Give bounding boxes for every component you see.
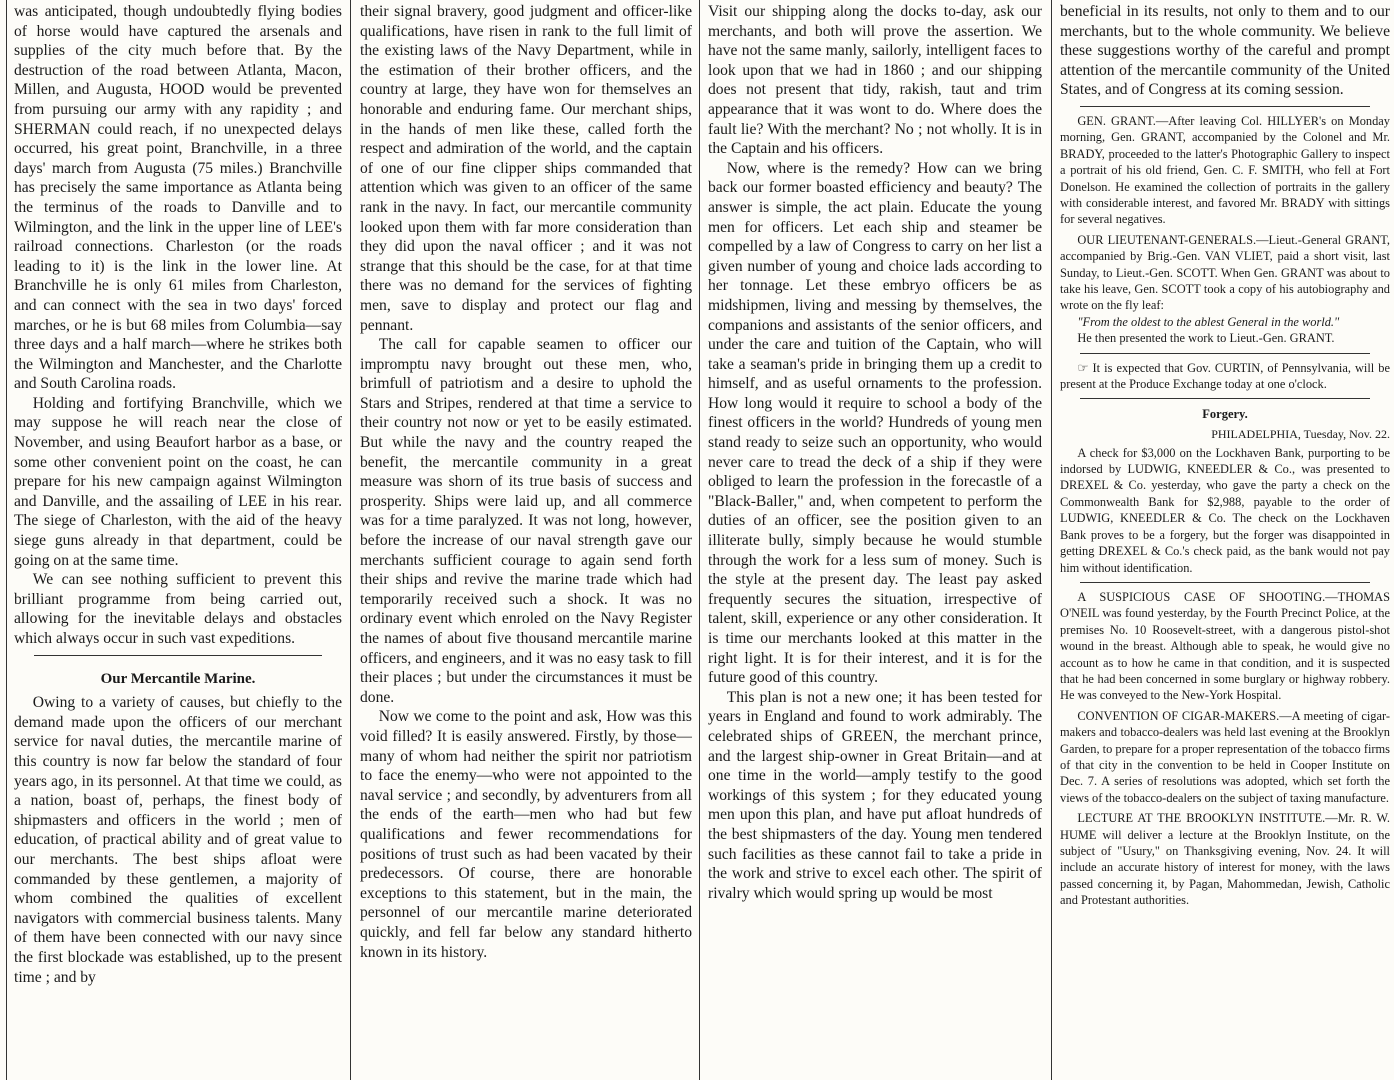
article-paragraph: This plan is not a new one; it has been tested for years in England and found to work admirably. The celebrated ships of GREEN, the merchant prince, and the largest ship-owner in Great Britain—and at one time in the world—amply testify to the good workings of this system ; for they educated young men upon this plan, and have put afloat hundreds of the best shipmasters of the day. Young men tendered such facilities as these cannot fail to take a pride in the work and strive to excel each other. The spirit of rivalry which would spring up would be most [708,688,1042,902]
column-rule [6,0,7,1080]
article-paragraph: Now, where is the remedy? How can we bring back our former boasted efficiency and beauty? The answer is simple, the act plain. Educate the young men for officers. Let each ship and steamer be compelled by a law of Congress to carry on her list a given number of young and choice lads according to her tonnage. Let these embryo officers be as midshipmen, living and messing by themselves, the companions and assistants of the senior officers, and under the care and tuition of the Captain, who will take a seaman's pride in bringing them up a credit to himself, and as useful ornaments to the profession. How long would it require to school a body of the finest officers in the world? Hundreds of young men stand ready to seize such an opportunity, who would never care to tread the deck of a ship if they were obliged to learn the profession in the forecastle of a "Black-Baller," and, when competent to perform the duties of an officer, see the position given to an illiterate bully, simply because he would stumble through the work for a less sum of money. Such is the style at the present day. The least pay asked frequently secures the situation, irrespective of talent, skill, experience or any other consideration. It is time our merchants looked at this matter in the right light. It is for their interest, and it is for the future good of this country. [708,159,1042,687]
section-divider [1080,582,1370,583]
news-item-curtin: ☞ It is expected that Gov. CURTIN, of Pennsylvania, will be present at the Produce Exchange today at one o'clock. [1060,360,1390,392]
article-paragraph: Holding and fortifying Branchville, which we may suppose he will reach near the close of November, and using Beaufort harbor as a base, or some other convenient point on the coast, he can prepare for his new campaign against Wilmington and Danville, and the assailing of LEE in his rear. The siege of Charleston, with the aid of the heavy siege guns already in that department, could be going on at the same time. [14,394,342,569]
column-4 [1060,2,1390,1078]
news-item-lecture: LECTURE AT THE BROOKLYN INSTITUTE.—Mr. R. W. HUME will deliver a lecture at the Brooklyn Institute, on the subject of "Usury," on Thanksgiving evening, Nov. 24. It will include an accurate history of interest for money, with the laws passed concerning it, by Pagan, Mahommedan, Jewish, Catholic and Protestant authorities. [1060,811,1390,908]
section-divider [1080,353,1370,354]
column-rule [350,0,351,1080]
news-item-shooting: A SUSPICIOUS CASE OF SHOOTING.—THOMAS O'NEIL was found yesterday, by the Fourth Precinct Police, at the premises No. 10 Roosevelt-street, with a dangerous pistol-shot wound in the breast. Although able to speak, he would give no account as to how he came in that condition, and it is suspected that he had been concerned in some burglary or highway robbery. He was conveyed to the New-York Hospital. [1060,589,1390,703]
section-divider [1080,106,1370,107]
news-item-forgery: A check for $3,000 on the Lockhaven Bank, purporting to be indorsed by LUDWIG, KNEEDLER & Co., was presented to DREXEL & Co. yesterday, who gave the party a check on the Commonwealth Bank for $2,988, payable to the order of LUDWIG, KNEEDLER & Co. The check on the Lockhaven Bank proves to be a forgery, but the forger was disappointed in getting DREXEL & Co.'s check paid, as the bank would not pay him without identification. [1060,445,1390,575]
article-paragraph: was anticipated, though undoubtedly flying bodies of horse would have captured the arsenals and supplies of the city much before that. By the destruction of the road between Atlanta, Macon, Millen, and Augusta, HOOD would be prevented from pursuing our army with any rapidity ; and SHERMAN could reach, if no unexpected delays occurred, his great point, Branchville, in a three days' march from Augusta (75 miles.) Branchville has precisely the same importance as Atlanta being the terminus of the roads to Danville and to Wilmington, and the link in the upper line of LEE's railroad connections. Charleston (or the roads leading to it) is the link in the lower line. At Branchville he is only 61 miles from Charleston, and can connect with the sea in two days' forced marches, or he is but 68 miles from Columbia—say three days and a half march—where he strikes both the Wilmington and Manchester, and the Charlotte and South Carolina roads. [14,3,342,393]
section-divider [34,655,322,656]
section-divider [1080,398,1370,399]
article-heading: Our Mercantile Marine. [100,670,256,687]
quote: "From the oldest to the ablest General in the world." [1077,314,1340,329]
dateline: PHILADELPHIA, Tuesday, Nov. 22. [1211,427,1390,442]
column-2 [360,2,692,1078]
article-paragraph: We can see nothing sufficient to prevent this brilliant programme from being carried out, allowing for the inevitable delays and obstacles which always occur in such vast expeditions. [14,571,342,647]
article-paragraph: Now we come to the point and ask, How was this void filled? It is easily answered. Firstly, by those—many of whom had neither the spirit nor patriotism to face the enemy—who were not appointed to the naval service ; and secondly, by adventurers from all the ends of the earth—men who had but few qualifications and fewer recommendations for positions of trust such as had been vacated by their predecessors. Of course, there are honorable exceptions to this statement, but in the main, the personnel of our mercantile marine deteriorated quickly, and fell far below any standard hitherto known in its history. [360,708,692,961]
column-3 [708,2,1042,1078]
article-paragraph: The call for capable seamen to officer our impromptu navy brought out these men, who, brimfull of patriotism and a desire to uphold the Stars and Stripes, rendered at that time a service to their country not now or yet to be easily estimated. But while the navy and the country reaped the benefit, the mercantile community in a great measure was shorn of its true basis of success and prosperity. Ships were laid up, and all commerce was for a time paralyzed. It was not long, however, before the increase of our naval strength gave our merchants sufficient courage to again send forth their ships and revive the marine trade which had temporarily received such a shock. It was no ordinary event which enroled on the Navy Register the names of about five thousand mercantile marine officers, and engineers, and it was no easy task to fill their places ; but under the circumstances it must be done. [360,336,692,706]
article-paragraph: beneficial in its results, not only to them and to our merchants, but to the whole community. We believe these suggestions worthy of the careful and prompt attention of the mercantile community of the United States, and of Congress at its coming session. [1060,3,1390,99]
column-rule [699,0,700,1080]
news-item-cigar-makers: CONVENTION OF CIGAR-MAKERS.—A meeting of cigar-makers and tobacco-dealers was held last evening at the Brooklyn Garden, to prepare for a proper representation of the tobacco firms of that city in the convention to be held in Cooper Institute on Dec. 7. A series of resolutions was adopted, which set forth the views of the tobacco-dealers on the subject of taxing manufacture. [1060,708,1390,805]
news-item-text: He then presented the work to Lieut.-Gen. GRANT. [1077,331,1335,346]
article-paragraph: Owing to a variety of causes, but chiefly to the demand made upon the officers of our merchant service for naval duties, the mercantile marine of this country is now far below the standard of four years ago, in its personnel. At that time we could, as a nation, boast of, perhaps, the finest body of shipmasters and officers in the world ; men of education, of practical ability and of great value to our merchants. The best ships afloat were commanded by these gentlemen, a majority of whom combined the qualities of excellent navigators with commercial business talents. Many of them have been connected with our navy since the first blockade was established, up to the present time ; and by [14,694,342,986]
article-paragraph: Visit our shipping along the docks to-day, ask our merchants, and both will prove the assertion. We have not the same manly, sailorly, intelligent faces to look upon that we had in 1860 ; and our shipping does not present that tidy, rakish, taut and trim appearance that it was wont to do. Where does the fault lie? With the merchant? No ; not wholly. It is in the Captain and his officers. [708,3,1042,158]
news-item-lieutenant-generals: OUR LIEUTENANT-GENERALS.—Lieut.-General GRANT, accompanied by Brig.-Gen. VAN VLIET, paid a short visit, last Sunday, to Lieut.-Gen. SCOTT. When Gen. GRANT was about to take his leave, Gen. SCOTT took a copy of his autobiography and wrote on the fly leaf: [1060,232,1390,313]
article-paragraph: their signal bravery, good judgment and officer-like qualifications, have risen in rank to the full limit of the existing laws of the Navy Department, while in the estimation of their brother officers, and the country at large, they have won for themselves an honorable and enduring fame. Our merchant ships, in the hands of men like these, called forth the respect and admiration of the world, and the captain of one of our fine clipper ships commanded that attention which was given to an officer of the same rank in the navy. In fact, our mercantile community looked upon them with far more consideration than they did upon the naval officer ; and it was not strange that this should be the case, for at that time there was no demand for the services of fighting men, save to display and protect our flag and pennant. [360,3,692,334]
news-item-grant: GEN. GRANT.—After leaving Col. HILLYER's on Monday morning, Gen. GRANT, accompanied by the Colonel and Mr. BRADY, proceeded to the latter's Photographic Gallery to inspect a portrait of his old friend, Gen. C. F. SMITH, who fell at Fort Donelson. He examined the collection of portraits in the gallery with considerable interest, and favored Mr. BRADY with sittings for several negatives. [1060,113,1390,227]
column-rule [1051,0,1052,1080]
column-1 [14,2,342,1078]
news-heading: Forgery. [1202,407,1248,422]
